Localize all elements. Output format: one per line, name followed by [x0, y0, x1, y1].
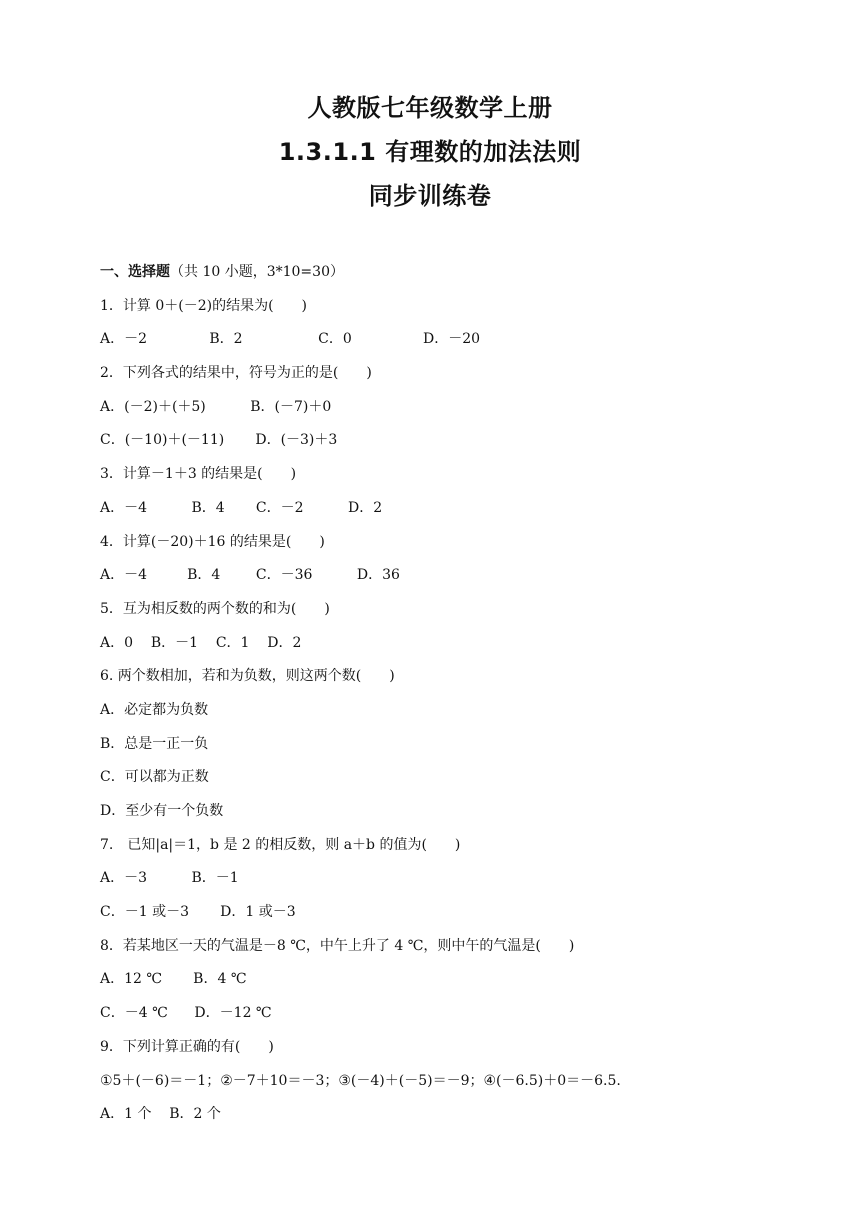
question-6-option-a: A．必定都为负数 [100, 701, 209, 718]
question-7-options-cd: C．－1 或－3 D．1 或－3 [100, 904, 296, 921]
section-heading-label: 一、选择题 [100, 264, 170, 280]
question-9-options: A．1 个 B．2 个 [100, 1106, 221, 1123]
section-heading-note: （共 10 小题，3*10=30） [170, 264, 344, 280]
question-7: 7. 已知|a|＝1，b 是 2 的相反数，则 a＋b 的值为( ) [100, 836, 461, 853]
question-6-option-d: D．至少有一个负数 [100, 803, 224, 819]
title-line-2: 1.3.1.1 有理数的加法法则 [278, 138, 582, 166]
question-6: 6. 两个数相加，若和为负数，则这两个数( ) [100, 668, 395, 685]
title-line-1: 人教版七年级数学上册 [307, 94, 553, 122]
question-8-options-ab: A．12 ℃ B．4 ℃ [100, 971, 247, 988]
question-9-statements: ①5＋(－6)＝－1；②－7＋10＝－3；③(－4)＋(－5)＝－9；④(－6.5)＋0＝－6.5. [100, 1072, 621, 1089]
question-6-option-b: B．总是一正一负 [100, 735, 209, 752]
question-1-options: A．－2 B．2 C．0 D．－20 [100, 331, 481, 348]
question-8-options-cd: C．－4 ℃ D．－12 ℃ [100, 1005, 272, 1022]
question-4: 4．计算(－20)＋16 的结果是( ) [100, 533, 325, 550]
section-heading [100, 256, 780, 290]
document-title [0, 86, 860, 218]
question-6-option-c: C．可以都为正数 [100, 769, 209, 786]
question-3-options: A．－4 B．4 C．－2 D．2 [100, 499, 383, 516]
question-5: 5．互为相反数的两个数的和为( ) [100, 600, 330, 617]
question-2-options-cd: C．(－10)＋(－11) D．(－3)＋3 [100, 432, 338, 449]
question-2-options-ab: A．(－2)＋(＋5) B．(－7)＋0 [100, 398, 332, 415]
question-2: 2．下列各式的结果中，符号为正的是( ) [100, 365, 372, 382]
question-7-options-ab: A．－3 B．－1 [100, 870, 239, 887]
question-1: 1．计算 0＋(－2)的结果为( ) [100, 297, 308, 314]
document-body [100, 256, 780, 1132]
title-line-3: 同步训练卷 [368, 182, 492, 210]
question-8: 8．若某地区一天的气温是－8 ℃，中午上升了 4 ℃，则中午的气温是( ) [100, 937, 575, 954]
question-3: 3．计算－1＋3 的结果是( ) [100, 466, 297, 483]
question-9: 9．下列计算正确的有( ) [100, 1038, 274, 1055]
question-5-options: A．0 B．－1 C．1 D．2 [100, 634, 302, 651]
question-4-options: A．－4 B．4 C．－36 D．36 [100, 567, 400, 584]
